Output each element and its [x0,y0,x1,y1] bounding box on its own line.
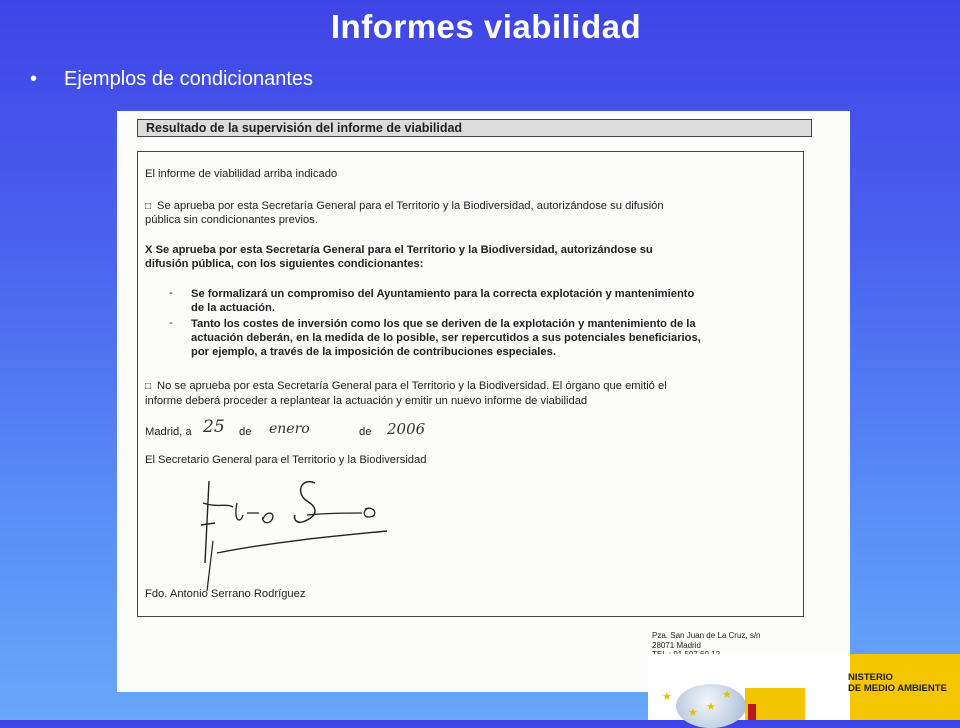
document-intro: El informe de viabilidad arriba indicado [145,168,338,180]
option-approve-line2: pública sin condicionantes previos. [145,214,318,226]
option-conditional-line1: X Se aprueba por esta Secretaría General para el Territorio y la Biodiversidad, autorizándose su [145,244,653,256]
date-prefix: Madrid, a [145,426,192,438]
condition-1-line2: de la actuación. [191,302,275,314]
condition-2-line3: por ejemplo, a través de la imposición de contribuciones especiales. [191,346,556,358]
condition-1-line1: Se formalizará un compromiso del Ayuntamiento para la correcta explotación y mantenimiento [191,288,695,300]
signatory-role: El Secretario General para el Territorio y la Biodiversidad [145,454,427,466]
bullet-text: Ejemplos de condicionantes [64,68,314,90]
handwritten-month: enero [269,421,310,437]
option-approve-line1 [145,199,664,214]
condition-dash: - [169,287,173,299]
signed-by: Fdo. Antonio Serrano Rodríguez [145,588,306,600]
star-icon: ★ [688,707,698,719]
option-approve-text: Se aprueba por esta Secretaría General para el Territorio y la Biodiversidad, autorizándose su difusión [157,200,664,212]
star-icon: ★ [662,691,672,703]
checkbox-icon: □ [145,381,152,392]
bullet-item [30,68,313,91]
handwritten-year: 2006 [387,420,426,438]
condition-dash: - [169,317,173,329]
bullet-icon: • [30,68,38,90]
condition-2-line2: actuación deberán, en la medida de lo posible, ser repercutidos a sus potenciales beneficiarios, [191,332,701,344]
star-icon: ★ [722,689,732,701]
option-reject-text: No se aprueba por esta Secretaría General para el Territorio y la Biodiversidad. El órgano que emitió el [157,380,667,392]
date-de: de [359,426,372,438]
condition-2-line1: Tanto los costes de inversión como los que se deriven de la explotación y mantenimiento de la [191,318,696,330]
handwritten-day: 25 [203,417,225,437]
option-reject-line1 [145,379,667,394]
ministry-name-line1: NISTERIO [848,672,893,683]
address-line: Pza. San Juan de La Cruz, s/n [652,631,761,640]
scanned-document [117,111,850,692]
option-reject-line2: informe deberá proceder a replantear la actuación y emitir un nuevo informe de viabilidad [145,395,588,407]
ministry-band [850,654,960,720]
ministry-name-line2: DE MEDIO AMBIENTE [848,683,947,694]
address-line: 28071 Madrid [652,640,701,650]
option-conditional-line2: difusión pública, con los siguientes condicionantes: [145,258,424,270]
flag-stripe [748,704,756,720]
star-icon: ★ [706,701,716,713]
date-de: de [239,426,252,438]
checkbox-icon: □ [145,201,152,212]
slide-title: Informes viabilidad [330,8,642,45]
document-header: Resultado de la supervisión del informe de viabilidad [137,119,812,137]
handwritten-signature [197,463,417,593]
